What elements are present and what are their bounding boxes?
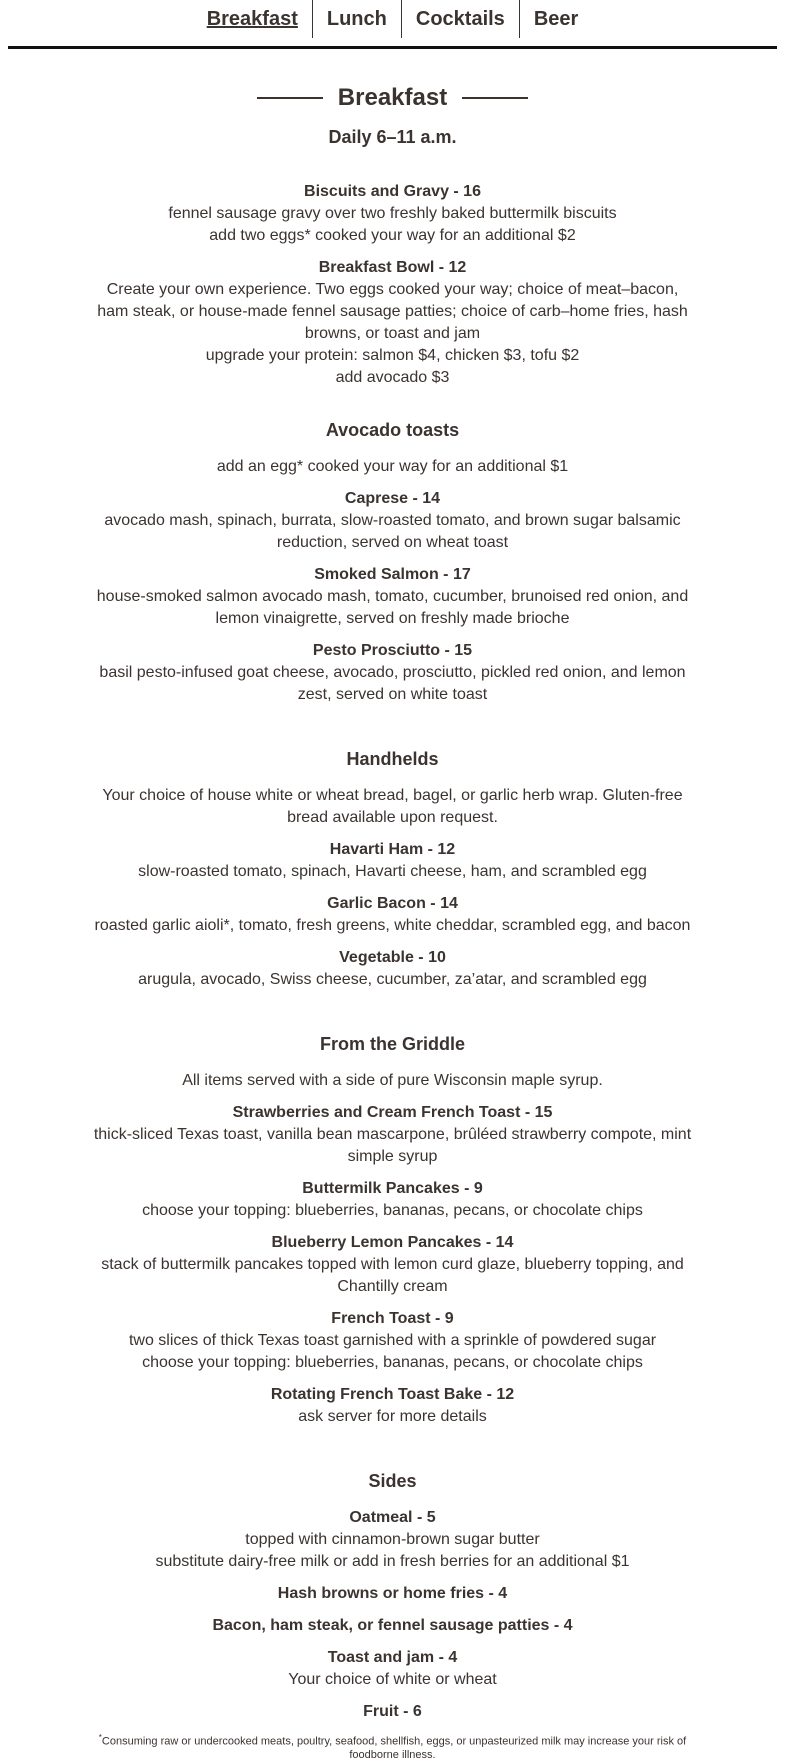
footnote-marker: * (98, 1732, 102, 1742)
service-hours: Daily 6–11 a.m. (328, 127, 457, 147)
item-description: stack of buttermilk pancakes topped with lemon curd glaze, blueberry topping, and Chantilly cream (101, 1255, 684, 1295)
menu-item (93, 488, 693, 554)
menu-section (93, 748, 693, 991)
menu-section (93, 1470, 693, 1723)
item-addon: choose your topping: blueberries, bananas, pecans, or chocolate chips (142, 1353, 643, 1371)
item-name: Blueberry Lemon Pancakes - 14 (271, 1233, 514, 1251)
menu-item (93, 839, 693, 883)
item-addon: substitute dairy-free milk or add in fresh berries for an additional $1 (155, 1552, 630, 1570)
item-name: Caprese - 14 (344, 489, 441, 507)
menu-item (93, 1102, 693, 1168)
item-description: thick-sliced Texas toast, vanilla bean mascarpone, brûléed strawberry compote, mint simple syrup (93, 1125, 692, 1165)
item-description: Create your own experience. Two eggs cooked your way; choice of meat–bacon, ham steak, or house-made fennel sausage patties; choice of carb–home fries, hash browns, or toast and jam (97, 281, 688, 342)
item-description: slow-roasted tomato, spinach, Havarti cheese, ham, and scrambled egg (138, 862, 647, 880)
section-note: add an egg* cooked your way for an additional $1 (216, 457, 569, 475)
menu-item (93, 181, 693, 247)
menu-item (93, 564, 693, 630)
section-note: All items served with a side of pure Wisconsin maple syrup. (182, 1071, 603, 1089)
menu-item (93, 1507, 693, 1573)
item-description: house-smoked salmon avocado mash, tomato, cucumber, brunoised red onion, and lemon vinaigrette, served on freshly made brioche (96, 587, 689, 627)
item-name: Bacon, ham steak, or fennel sausage patties - 4 (212, 1616, 573, 1634)
section-note: Your choice of house white or wheat bread, bagel, or garlic herb wrap. Gluten-free bread available upon request. (102, 786, 683, 826)
item-name: Fruit - 6 (363, 1702, 422, 1720)
section-heading: Handhelds (346, 748, 439, 769)
menu-item (93, 1583, 693, 1605)
menu-section (93, 419, 693, 706)
item-name: Strawberries and Cream French Toast - 15 (232, 1103, 553, 1121)
menu-item (93, 1701, 693, 1723)
page-title: Breakfast (337, 84, 448, 111)
menu-item (93, 640, 693, 706)
item-description: choose your topping: blueberries, bananas, pecans, or chocolate chips (142, 1201, 643, 1219)
item-description: fennel sausage gravy over two freshly baked buttermilk biscuits (168, 205, 617, 222)
item-addon: add two eggs* cooked your way for an additional $2 (209, 227, 576, 244)
item-name: Biscuits and Gravy - 16 (304, 183, 481, 200)
menu-section (93, 1033, 693, 1428)
menu-item (93, 1384, 693, 1428)
menu-tabs (8, 0, 777, 49)
title-rule-left (257, 97, 323, 99)
section-heading: Sides (368, 1470, 417, 1491)
tab-cocktails[interactable]: Cocktails (401, 0, 519, 38)
item-name: Oatmeal - 5 (349, 1508, 436, 1526)
item-name: Breakfast Bowl - 12 (318, 259, 467, 276)
menu-item (93, 947, 693, 991)
menu-content (0, 46, 785, 1762)
title-rule-right (462, 97, 528, 99)
item-description: ask server for more details (298, 1407, 487, 1425)
item-description: roasted garlic aioli*, tomato, fresh greens, white cheddar, scrambled egg, and bacon (94, 916, 691, 934)
item-name: Pesto Prosciutto - 15 (312, 641, 473, 659)
item-description: arugula, avocado, Swiss cheese, cucumber, za’atar, and scrambled egg (138, 970, 647, 988)
item-name: Rotating French Toast Bake - 12 (270, 1385, 515, 1403)
item-name: Buttermilk Pancakes - 9 (302, 1179, 483, 1197)
menu-item (93, 1647, 693, 1691)
menu-item (93, 893, 693, 937)
item-description: Your choice of white or wheat (288, 1670, 497, 1688)
menu-item (93, 1615, 693, 1637)
item-name: French Toast - 9 (331, 1309, 454, 1327)
tab-breakfast[interactable]: Breakfast (206, 7, 298, 30)
item-addon: add avocado $3 (335, 369, 450, 386)
menu-item (93, 1178, 693, 1222)
footnote-text: Consuming raw or undercooked meats, poultry, seafood, shellfish, eggs, or unpasteurized milk may increase your risk of foodborne illness. (101, 1735, 687, 1762)
section-heading: Avocado toasts (325, 420, 460, 440)
item-description: topped with cinnamon-brown sugar butter (245, 1530, 540, 1548)
menu-item (93, 257, 693, 389)
item-name: Vegetable - 10 (339, 948, 446, 966)
tab-lunch[interactable]: Lunch (312, 0, 401, 38)
tab-beer[interactable]: Beer (519, 0, 592, 38)
menu-item (93, 1232, 693, 1298)
item-description: avocado mash, spinach, burrata, slow-roasted tomato, and brown sugar balsamic reduction, served on wheat toast (104, 511, 681, 551)
item-name: Havarti Ham - 12 (329, 840, 456, 858)
menu-sections (0, 181, 785, 1723)
item-name: Garlic Bacon - 14 (327, 894, 458, 912)
item-description: basil pesto-infused goat cheese, avocado, prosciutto, pickled red onion, and lemon zest, served on white toast (99, 663, 686, 703)
menu-item (93, 1308, 693, 1374)
menu-section (93, 181, 693, 389)
item-addon: upgrade your protein: salmon $4, chicken $3, tofu $2 (205, 347, 580, 364)
item-description: two slices of thick Texas toast garnished with a sprinkle of powdered sugar (128, 1331, 657, 1349)
item-name: Smoked Salmon - 17 (314, 565, 471, 583)
section-heading: From the Griddle (319, 1033, 465, 1054)
consumer-advisory (93, 1731, 693, 1762)
page-title-row (0, 83, 785, 113)
item-name: Hash browns or home fries - 4 (277, 1584, 508, 1602)
item-name: Toast and jam - 4 (327, 1648, 458, 1666)
